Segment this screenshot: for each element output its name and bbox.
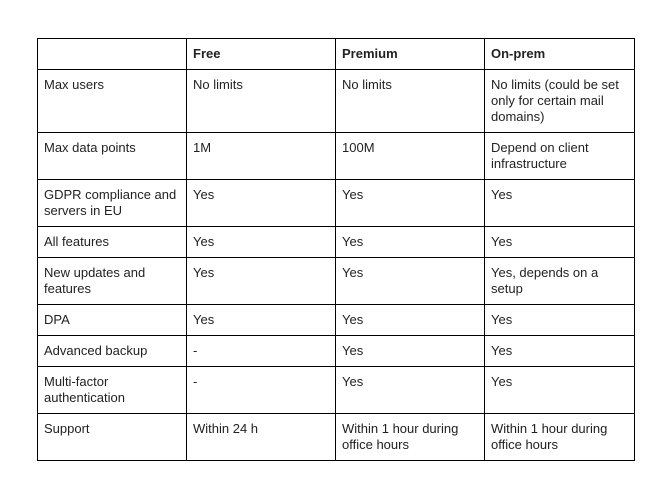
cell-on-prem: Yes, depends on a setup (485, 258, 635, 305)
cell-premium: Yes (336, 227, 485, 258)
row-label: Multi-factor authentication (38, 367, 187, 414)
table-row (38, 180, 635, 227)
cell-free: - (187, 336, 336, 367)
cell-premium: Yes (336, 367, 485, 414)
cell-on-prem: Within 1 hour during office hours (485, 414, 635, 461)
row-label: New updates and features (38, 258, 187, 305)
cell-free: Yes (187, 305, 336, 336)
cell-free: - (187, 367, 336, 414)
cell-premium: No limits (336, 70, 485, 133)
cell-on-prem: Yes (485, 367, 635, 414)
cell-premium: Yes (336, 336, 485, 367)
cell-premium: Yes (336, 180, 485, 227)
table-row (38, 336, 635, 367)
table-row (38, 305, 635, 336)
header-cell-on-prem: On-prem (485, 39, 635, 70)
table-row (38, 414, 635, 461)
cell-free: 1M (187, 133, 336, 180)
row-label: All features (38, 227, 187, 258)
cell-free: Yes (187, 227, 336, 258)
row-label: Max data points (38, 133, 187, 180)
cell-free: No limits (187, 70, 336, 133)
header-cell-premium: Premium (336, 39, 485, 70)
table-row (38, 70, 635, 133)
row-label: DPA (38, 305, 187, 336)
table-row (38, 258, 635, 305)
cell-on-prem: Yes (485, 180, 635, 227)
cell-free: Yes (187, 180, 336, 227)
cell-premium: Yes (336, 305, 485, 336)
table-row (38, 227, 635, 258)
header-cell-free: Free (187, 39, 336, 70)
cell-free: Yes (187, 258, 336, 305)
cell-on-prem: Yes (485, 336, 635, 367)
cell-on-prem: Yes (485, 305, 635, 336)
table-header-row (38, 39, 635, 70)
cell-free: Within 24 h (187, 414, 336, 461)
row-label: Support (38, 414, 187, 461)
row-label: GDPR compliance and servers in EU (38, 180, 187, 227)
header-cell-empty (38, 39, 187, 70)
row-label: Max users (38, 70, 187, 133)
table-row (38, 367, 635, 414)
row-label: Advanced backup (38, 336, 187, 367)
plan-comparison-table (37, 38, 635, 461)
cell-on-prem: Yes (485, 227, 635, 258)
cell-on-prem: No limits (could be set only for certain mail domains) (485, 70, 635, 133)
table-row (38, 133, 635, 180)
cell-on-prem: Depend on client infrastructure (485, 133, 635, 180)
cell-premium: Within 1 hour during office hours (336, 414, 485, 461)
cell-premium: Yes (336, 258, 485, 305)
cell-premium: 100M (336, 133, 485, 180)
